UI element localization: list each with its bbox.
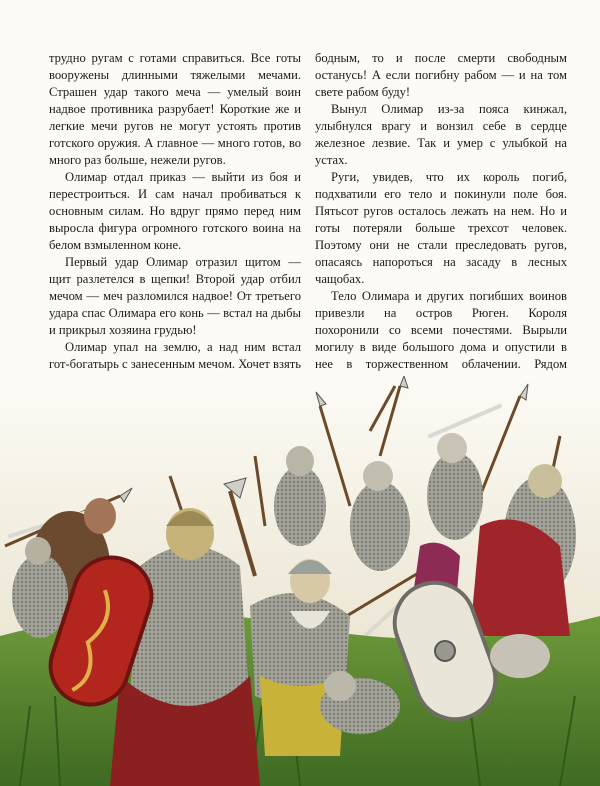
text-column-right [315, 50, 567, 390]
paragraph: Олимар упал на землю, а над ним встал гот-богатырь с занесенным мечом. Хочет взять [49, 340, 302, 371]
paragraph: Олимар отдал приказ — выйти из боя и перестроиться. И сам начал пробиваться к основным силам. Но вдруг прямо перед ним выросла фигура огромного готского воина на белом взмыленном коне. [49, 170, 301, 252]
paragraph: Первый удар Олимар отразил щитом — щит разлетелся в щепки! Второй удар отбил мечом — меч разломился надвое! От третьего удара спас Олимара его конь — встал на дыбы и прикрыл хозяина грудью! [49, 255, 301, 337]
paragraph: Тело Олимара и других погибших воинов привезли на остров Рюген. Короля похоронили со всеми почестями. Вырыли могилу в виде большого дома и опустили в нее в торжественном облачении. Рядом [315, 289, 567, 371]
paragraph: Руги, увидев, что их король погиб, подхватили его тело и покинули поле боя. Пятьсот ругов осталось лежать на нем. Но и готы потеряли больше трехсот человек. Поэтому они не стали преследовать ругов, опасаясь напороться на засаду в лесных чащобах. [315, 170, 567, 286]
battle-illustration [0, 376, 600, 786]
paragraph: Вынул Олимар из-за пояса кинжал, улыбнулся врагу и вонзил себе в сердце железное лезвие. Так и умер с улыбкой на устах. [315, 102, 567, 167]
paragraph: трудно ругам с готами справиться. Все готы вооружены длинными тяжелыми мечами. Страшен удар такого меча — умелый воин надвое противника разрубает! Короткие же и легкие мечи ругов не могут устоять против готского оружия. А главное — много готов, во много раз больше, нежели ругов. [49, 51, 301, 167]
paragraph: бодным, то и после смерти свободным останусь! А если погибну рабом — и на том свете рабом буду! [315, 51, 567, 99]
